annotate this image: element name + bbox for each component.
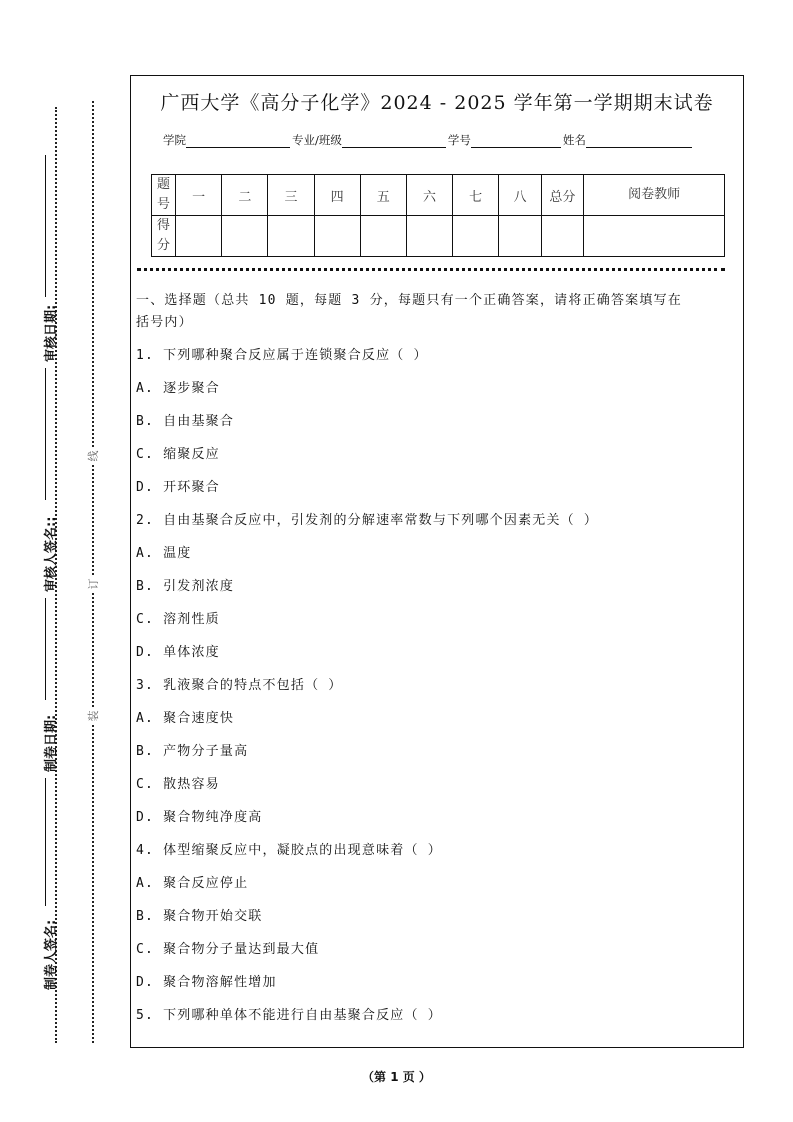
score-table <box>151 174 725 257</box>
option-d: D. 聚合物纯净度高 <box>136 810 263 825</box>
section-divider <box>137 268 725 271</box>
inner-binding-dotted-line <box>92 101 94 1043</box>
signature-line <box>45 598 46 700</box>
signature-line <box>45 368 46 500</box>
review-date-label: 审核日期: <box>44 304 59 362</box>
score-cell-total[interactable] <box>541 216 583 257</box>
score-cell-grader[interactable] <box>584 216 725 257</box>
option-a: A. 逐步聚合 <box>136 381 220 396</box>
college-field[interactable] <box>186 135 290 148</box>
paper-maker-signature-label: 制卷人签名: <box>44 919 59 990</box>
option-c: C. 聚合物分子量达到最大值 <box>136 942 320 957</box>
question-number-header: 题号 <box>152 175 176 216</box>
exam-title: 广西大学《高分子化学》2024 - 2025 学年第一学期期末试卷 <box>160 92 714 114</box>
college-label: 学院 <box>163 133 186 147</box>
student-id-field[interactable] <box>471 135 561 148</box>
student-info-row <box>163 132 694 148</box>
question-5 <box>136 1005 735 1038</box>
question-1 <box>136 345 735 510</box>
exam-content <box>136 290 735 1038</box>
col-6: 六 <box>406 175 452 216</box>
name-field[interactable] <box>586 135 692 148</box>
col-8: 八 <box>499 175 541 216</box>
question-number-row <box>152 175 725 216</box>
option-d: D. 单体浓度 <box>136 645 220 660</box>
option-c: C. 溶剂性质 <box>136 612 220 627</box>
option-a: A. 聚合速度快 <box>136 711 235 726</box>
name-label: 姓名 <box>562 133 586 147</box>
col-3: 三 <box>268 175 314 216</box>
section-heading-line1: 一、选择题（总共 10 题，每题 3 分，每题只有一个正确答案，请将正确答案填写在 <box>136 293 682 308</box>
page-number: （第 1 页 ） <box>362 1070 431 1084</box>
score-cell-3[interactable] <box>268 216 314 257</box>
question-2 <box>136 510 735 675</box>
reviewer-signature-label: 审核人签名:: <box>44 516 59 592</box>
option-a: A. 温度 <box>136 546 192 561</box>
major-class-label: 专业/班级 <box>292 133 342 147</box>
score-header: 得分 <box>152 216 176 257</box>
score-cell-4[interactable] <box>314 216 360 257</box>
signature-line <box>45 778 46 906</box>
option-d: D. 开环聚合 <box>136 480 220 495</box>
question-4 <box>136 840 735 1005</box>
signature-line <box>45 155 46 297</box>
option-b: B. 引发剂浓度 <box>136 579 235 594</box>
col-5: 五 <box>360 175 406 216</box>
option-c: C. 散热容易 <box>136 777 220 792</box>
question-stem: 3. 乳液聚合的特点不包括（ ） <box>136 678 343 693</box>
section-heading-line2: 括号内） <box>136 315 193 330</box>
score-row <box>152 216 725 257</box>
seal-char-bind: 订 <box>87 578 100 590</box>
major-class-field[interactable] <box>342 135 446 148</box>
col-1: 一 <box>176 175 222 216</box>
question-3 <box>136 675 735 840</box>
question-stem: 2. 自由基聚合反应中，引发剂的分解速率常数与下列哪个因素无关（ ） <box>136 513 599 528</box>
option-d: D. 聚合物溶解性增加 <box>136 975 277 990</box>
col-4: 四 <box>314 175 360 216</box>
question-stem: 5. 下列哪种单体不能进行自由基聚合反应（ ） <box>136 1008 442 1023</box>
option-b: B. 自由基聚合 <box>136 414 235 429</box>
seal-char-line: 线 <box>87 450 100 462</box>
col-2: 二 <box>222 175 268 216</box>
option-c: C. 缩聚反应 <box>136 447 220 462</box>
score-cell-7[interactable] <box>453 216 499 257</box>
col-grader: 阅卷教师 <box>584 175 725 216</box>
exam-frame <box>130 75 744 1048</box>
paper-date-label: 制卷日期: <box>44 714 59 772</box>
score-cell-6[interactable] <box>406 216 452 257</box>
col-total: 总分 <box>541 175 583 216</box>
question-stem: 4. 体型缩聚反应中，凝胶点的出现意味着（ ） <box>136 843 442 858</box>
option-b: B. 聚合物开始交联 <box>136 909 263 924</box>
score-cell-2[interactable] <box>222 216 268 257</box>
student-id-label: 学号 <box>447 133 471 147</box>
score-cell-5[interactable] <box>360 216 406 257</box>
score-cell-1[interactable] <box>176 216 222 257</box>
section-heading <box>136 290 735 334</box>
col-7: 七 <box>453 175 499 216</box>
option-a: A. 聚合反应停止 <box>136 876 249 891</box>
score-cell-8[interactable] <box>499 216 541 257</box>
seal-char-fold: 装 <box>87 710 100 722</box>
question-stem: 1. 下列哪种聚合反应属于连锁聚合反应（ ） <box>136 348 428 363</box>
option-b: B. 产物分子量高 <box>136 744 249 759</box>
